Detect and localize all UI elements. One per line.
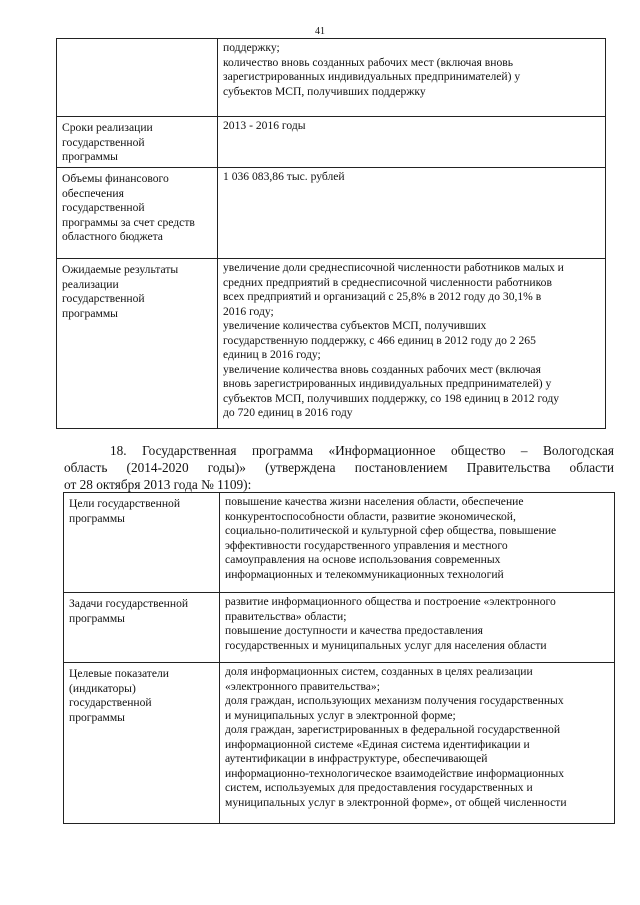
text-line: субъектов МСП, получивших поддержку, со 198 единиц в 2012 году — [223, 391, 560, 405]
text-line: субъектов МСП, получивших поддержку — [223, 84, 426, 98]
page-number: 41 — [315, 26, 325, 37]
text-line: (индикаторы) — [69, 681, 136, 695]
program-passport-table-1 — [56, 38, 606, 429]
text-line: область (2014-2020 годы)» (утверждена постановлением Правительства области — [64, 460, 614, 475]
text-line: Сроки реализации — [62, 121, 153, 134]
row-value — [218, 168, 606, 259]
table-row — [64, 593, 615, 663]
text-line: увеличение количества субъектов МСП, получивших — [223, 319, 487, 332]
text-line: увеличение доли среднесписочной численности работников малых и — [223, 261, 564, 274]
text-line: программы — [69, 511, 125, 525]
text-line: социально-политической и культурной сфер общества, повышение — [225, 524, 557, 537]
text-line: доля граждан, зарегистрированных в федеральной государственной — [225, 723, 561, 736]
text-line: Задачи государственной — [69, 597, 189, 610]
text-line: программы — [62, 150, 118, 163]
row-value — [220, 493, 615, 593]
text-line: государственной — [69, 696, 152, 709]
text-line: программы за счет средств — [62, 215, 195, 229]
text-line: повышение качества жизни населения области, обеспечение — [225, 495, 524, 508]
text-line: программы — [69, 710, 125, 724]
text-line: всех предприятий и организаций с 25,8% в 2012 году до 30,1% в — [223, 290, 542, 303]
text-line: реализации — [62, 277, 119, 291]
text-line: информационных и телекоммуникационных технологий — [225, 567, 504, 581]
text-line: муниципальных услуг в электронной форме», от общей численности — [225, 795, 567, 809]
row-value — [218, 117, 606, 168]
text-line: доля информационных систем, созданных в целях реализации — [225, 665, 533, 678]
table-row — [57, 117, 606, 168]
text-line: до 720 единиц в 2016 году — [223, 406, 353, 419]
text-line: и муниципальных услуг в электронной форме; — [225, 708, 456, 722]
text-line: самоуправления на основе использования современных — [225, 553, 501, 566]
table-row — [57, 259, 606, 429]
text-line: программы — [62, 306, 118, 320]
text-line: 2016 году; — [223, 304, 274, 318]
text-line: государственной — [62, 135, 145, 149]
text-line: государственной — [62, 292, 145, 305]
text-line: Ожидаемые результаты — [62, 263, 179, 276]
text-line: государственной — [62, 201, 145, 214]
row-label — [64, 663, 220, 824]
row-label — [64, 493, 220, 593]
text-line: аутентификации в инфраструктуре, обеспечивающей — [225, 752, 488, 765]
text-line: систем, используемых для предоставления государственных и — [225, 781, 533, 794]
row-value — [220, 593, 615, 663]
row-label — [64, 593, 220, 663]
table-row — [64, 493, 615, 593]
text-line: эффективности государственного управления и местного — [225, 538, 508, 552]
row-value — [218, 39, 606, 117]
program-18-paragraph — [64, 442, 614, 493]
text-line: обеспечения — [62, 186, 124, 200]
text-line: государственную поддержку, с 466 единиц в 2012 году до 2 265 — [223, 333, 536, 347]
table-row — [57, 39, 606, 117]
program-passport-table-2 — [63, 492, 615, 824]
text-line: государственных и муниципальных услуг для населения области — [225, 638, 547, 652]
text-line: 18. Государственная программа «Информационное общество – Вологодская — [110, 443, 614, 458]
text-line: Объемы финансового — [62, 172, 169, 185]
text-line: вновь зарегистрированных индивидуальных предпринимателей) у — [223, 377, 552, 390]
row-value — [220, 663, 615, 824]
table-row — [57, 168, 606, 259]
row-label — [57, 39, 218, 117]
text-line: зарегистрированных индивидуальных предпринимателей) у — [223, 70, 521, 83]
row-label — [57, 117, 218, 168]
row-value — [218, 259, 606, 429]
text-line: областного бюджета — [62, 230, 163, 243]
text-line: информационно-технологическое взаимодействие информационных — [225, 766, 565, 780]
text-line: поддержку; — [223, 41, 280, 54]
text-line: Цели государственной — [69, 497, 181, 510]
row-label — [57, 168, 218, 259]
text-line: Целевые показатели — [69, 667, 169, 680]
text-line: увеличение количества вновь созданных рабочих мест (включая — [223, 362, 541, 376]
text-line: от 28 октября 2013 года № 1109): — [64, 477, 252, 492]
text-line: конкурентоспособности области, развитие экономической, — [225, 509, 516, 523]
row-label — [57, 259, 218, 429]
text-line: развитие информационного общества и построение «электронного — [225, 595, 556, 608]
text-line: 1 036 083,86 тыс. рублей — [223, 170, 345, 183]
text-line: 2013 - 2016 годы — [223, 119, 306, 132]
text-line: единиц в 2016 году; — [223, 348, 321, 361]
text-line: правительства» области; — [225, 609, 347, 623]
text-line: количество вновь созданных рабочих мест (включая вновь — [223, 55, 514, 69]
text-line: средних предприятий в среднесписочной численности работников — [223, 275, 552, 289]
table-row — [64, 663, 615, 824]
text-line: информационной системе «Единая система идентификации и — [225, 737, 530, 751]
text-line: доля граждан, использующих механизм получения государственных — [225, 694, 564, 707]
text-line: повышение доступности и качества предоставления — [225, 624, 484, 637]
text-line: программы — [69, 611, 125, 625]
text-line: «электронного правительства»; — [225, 679, 380, 693]
